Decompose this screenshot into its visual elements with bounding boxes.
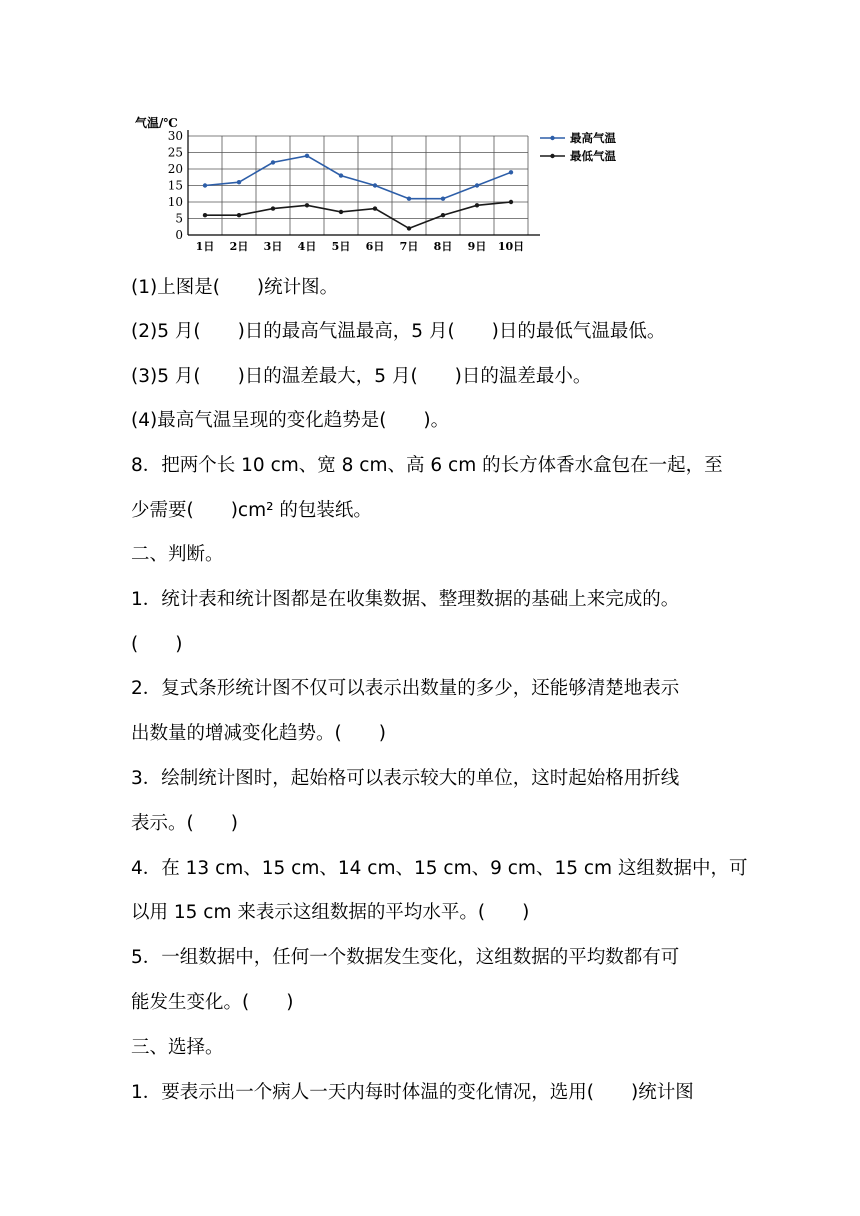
text-line: (4)最高气温呈现的变化趋势是( )。 bbox=[131, 410, 450, 431]
text-line: ( ) bbox=[131, 634, 183, 655]
x-tick-label: 6日 bbox=[365, 240, 385, 253]
x-tick-label: 5日 bbox=[331, 240, 351, 253]
text-line: (3)5 月( )日的温差最大，5 月( )日的温差最小。 bbox=[131, 366, 592, 387]
text-line: 二、判断。 bbox=[131, 544, 224, 565]
y-tick-label: 30 bbox=[167, 129, 183, 143]
x-tick-labels bbox=[196, 240, 524, 253]
data-point bbox=[509, 200, 513, 204]
data-point bbox=[237, 213, 241, 217]
text-line: (1)上图是( )统计图。 bbox=[131, 277, 339, 298]
text-line: 4．在 13 cm、15 cm、14 cm、15 cm、9 cm、15 cm 这组数据中，可 bbox=[131, 858, 748, 879]
data-point bbox=[441, 213, 445, 217]
data-point bbox=[203, 183, 207, 187]
chart-legend bbox=[540, 131, 616, 163]
x-tick-label: 4日 bbox=[297, 240, 317, 253]
y-tick-label: 25 bbox=[167, 145, 183, 160]
y-tick-labels bbox=[168, 129, 183, 242]
x-tick-label: 8日 bbox=[433, 240, 453, 253]
text-line: 能发生变化。( ) bbox=[131, 992, 294, 1013]
text-line: 表示。( ) bbox=[131, 813, 238, 834]
data-point bbox=[407, 197, 411, 201]
data-point bbox=[271, 206, 275, 210]
text-line: 以用 15 cm 来表示这组数据的平均水平。( ) bbox=[131, 902, 530, 923]
data-point bbox=[475, 183, 479, 187]
data-point bbox=[339, 210, 343, 214]
data-point bbox=[373, 183, 377, 187]
text-line: 1．要表示出一个病人一天内每时体温的变化情况，选用( )统计图 bbox=[131, 1082, 694, 1103]
data-point bbox=[305, 154, 309, 158]
text-line: 3．绘制统计图时，起始格可以表示较大的单位，这时起始格用折线 bbox=[131, 768, 680, 789]
data-point bbox=[305, 203, 309, 207]
legend-marker bbox=[550, 136, 554, 140]
legend-marker bbox=[550, 154, 554, 158]
data-point bbox=[441, 197, 445, 201]
y-tick-label: 10 bbox=[167, 195, 183, 209]
x-tick-label: 10日 bbox=[497, 240, 525, 253]
x-tick-label: 3日 bbox=[263, 240, 283, 253]
y-tick-label: 15 bbox=[167, 178, 183, 193]
text-line: 2．复式条形统计图不仅可以表示出数量的多少，还能够清楚地表示 bbox=[131, 678, 680, 699]
y-tick-label: 5 bbox=[175, 211, 183, 226]
legend-label: 最高气温 bbox=[570, 131, 616, 145]
y-tick-label: 0 bbox=[175, 228, 183, 242]
data-point bbox=[237, 180, 241, 184]
data-point bbox=[373, 206, 377, 210]
text-line: 8．把两个长 10 cm、宽 8 cm、高 6 cm 的长方体香水盒包在一起，至 bbox=[131, 455, 723, 476]
x-tick-label: 2日 bbox=[229, 240, 249, 253]
temperature-line-chart bbox=[125, 110, 625, 255]
x-tick-label: 1日 bbox=[195, 240, 215, 253]
data-point bbox=[203, 213, 207, 217]
text-line: 三、选择。 bbox=[131, 1037, 224, 1058]
x-tick-label: 9日 bbox=[467, 240, 487, 253]
x-tick-label: 7日 bbox=[399, 240, 419, 253]
data-point bbox=[509, 170, 513, 174]
data-point bbox=[271, 160, 275, 164]
y-axis-label: 气温/℃ bbox=[135, 116, 178, 130]
text-line: 少需要( )cm² 的包装纸。 bbox=[131, 500, 372, 521]
legend-label: 最低气温 bbox=[570, 149, 616, 163]
data-point bbox=[475, 203, 479, 207]
text-line: 1．统计表和统计图都是在收集数据、整理数据的基础上来完成的。 bbox=[131, 589, 680, 610]
text-line: 出数量的增减变化趋势。( ) bbox=[131, 723, 386, 744]
data-point bbox=[339, 173, 343, 177]
text-line: 5．一组数据中，任何一个数据发生变化，这组数据的平均数都有可 bbox=[131, 947, 680, 968]
y-tick-label: 20 bbox=[167, 162, 183, 176]
data-point bbox=[407, 226, 411, 230]
text-line: (2)5 月( )日的最高气温最高，5 月( )日的最低气温最低。 bbox=[131, 321, 666, 342]
